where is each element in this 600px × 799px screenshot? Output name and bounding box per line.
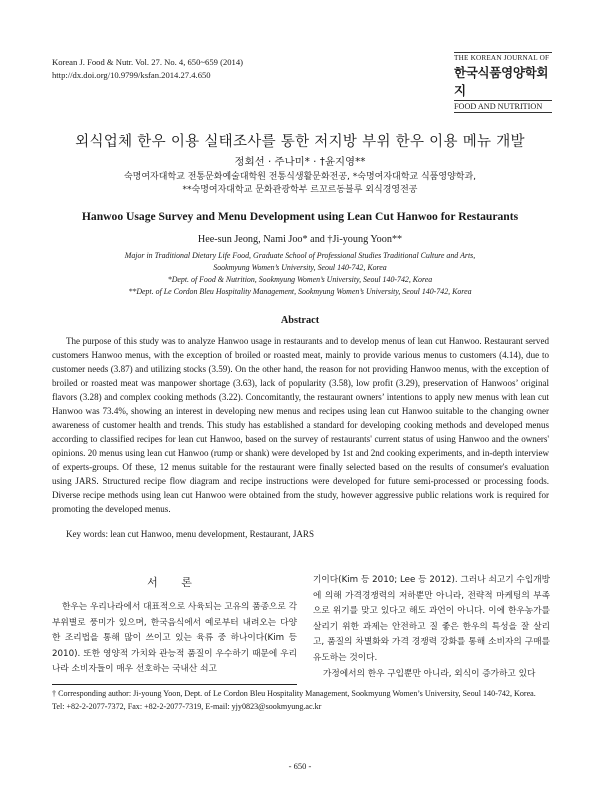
english-affiliation: Sookmyung Women’s University, Seoul 140-742, Korea bbox=[213, 263, 387, 272]
english-authors: Hee-sun Jeong, Nami Joo* and †Ji-young Yoon** bbox=[197, 234, 403, 245]
corresponding-author-footnote: † Corresponding author: Ji-young Yoon, Dept. of Le Cordon Bleu Hospitality Management, Sookmyung Women’s University, Seoul 140-742, Korea. Tel: +82-2-2077-7372, Fax: +82-2-2077-7319, E-mail: yjy0823@sookmyung.ac.kr bbox=[52, 689, 536, 711]
korean-authors: 정회선 · 주나미* · †윤지영** bbox=[234, 156, 366, 168]
intro-paragraph-right: 기이다(Kim 등 2010; Lee 등 2012). 그러나 쇠고기 수입개방에 의해 가격경쟁력의 저하뿐만 아니라, 전략적 마케팅의 부족으로 위기를 맞고 있다고 해도 과언이 아니다. 이에 한우농가를 살리기 위한 과제는 안전하고 질 좋은 한우의 특성을 잘 살리고, 품질의 차별화와 가격 경쟁력 강화를 통해 소비자의 구매를 유도하는 것이다. bbox=[313, 575, 550, 663]
korean-title: 외식업체 한우 이용 실태조사를 통한 저지방 부위 한우 이용 메뉴 개발 bbox=[75, 134, 525, 150]
journal-badge-line1: THE KOREAN JOURNAL OF bbox=[454, 52, 552, 62]
english-affiliation: *Dept. of Food & Nutrition, Sookmyung Women’s University, Seoul 140-742, Korea bbox=[167, 275, 433, 284]
english-affiliation: Major in Traditional Dietary Life Food, Graduate School of Professional Studies Traditional Culture and Arts, bbox=[124, 251, 476, 260]
journal-badge-line3: FOOD AND NUTRITION bbox=[454, 100, 552, 113]
korean-affiliation: **숙명여자대학교 문화관광학부 르꼬르동블루 외식경영전공 bbox=[182, 185, 418, 195]
doi-link[interactable]: http://dx.doi.org/10.9799/ksfan.2014.27.4.650 bbox=[52, 69, 211, 80]
english-affiliation: **Dept. of Le Cordon Bleu Hospitality Management, Sookmyung Women’s University, Seoul 140-742, Korea bbox=[128, 287, 472, 296]
journal-badge bbox=[454, 52, 552, 113]
intro-paragraph-right: 가정에서의 한우 구입뿐만 아니라, 외식이 증가하고 있다 bbox=[323, 669, 536, 679]
intro-paragraph-left: 한우는 우리나라에서 대표적으로 사육되는 고유의 품종으로 각 부위별로 풍미가 있으며, 한국음식에서 예로부터 내려오는 다양한 조리법을 통해 많이 쓰이고 있는 육류 중 하나이다(Kim 등 2010). 또한 영양적 가치와 관능적 품질이 우수하기 때문에 우리나라 소비자들이 매우 선호하는 국내산 쇠고 bbox=[52, 602, 297, 675]
citation-line: Korean J. Food & Nutr. Vol. 27. No. 4, 650~659 (2014) bbox=[52, 57, 244, 67]
keywords: Key words: lean cut Hanwoo, menu development, Restaurant, JARS bbox=[66, 529, 314, 539]
english-title: Hanwoo Usage Survey and Menu Development using Lean Cut Hanwoo for Restaurants bbox=[81, 210, 519, 223]
abstract-body: The purpose of this study was to analyze Hanwoo usage in restaurants and to develop menus of lean cut Hanwoo. Restaurant served customers Hanwoo menus, with the exception of broiled or roasted meat, mainly to provide various menus to customers (4.14), due to customer needs (3.87) and utilizing stocks (3.59). On the other hand, the reason for not providing Hanwoo menus, with the exception of broiled or roasted meat was manpower shortage (3.63), lack of popularity (3.58), low profit (3.29), preservation of Hanwoos’ original flavors (3.28) and complex cooking methods (3.22). Concomitantly, the restaurant owners’ intentions to apply new menus with lean cut Hanwoo was 73.4%, showing an interest in developing new menus and recipes using lean cut Hanwoo suitable to the changing owner awareness of customer health and trends. This study has established a standard for developing cooking methods and developed menus according to classified recipes for lean cut Hanwoo, based on the survey of restaurants' current status of using Hanwoo and the owners' opinions. 20 menus using lean cut Hanwoo (rump or shank) were developed by 1st and 2nd cooking experiments, and in-depth interview of experts-groups. Of these, 12 menus suitable for the restaurant were finally selected based on the results of consumer's evaluation using JARS. Structured recipe flow diagram and recipe instructions were developed for future semi-processed or processing foods. Diverse recipe methods using lean cut Hanwoo were obtained from the study, however aggressive public relations work is required for promoting the developed menus. bbox=[52, 336, 549, 514]
abstract-heading: Abstract bbox=[280, 315, 320, 326]
citation-header bbox=[52, 56, 243, 81]
journal-badge-korean-name: 한국식품영양학회지 bbox=[454, 65, 549, 98]
footnote-divider bbox=[52, 684, 297, 685]
korean-affiliation: 숙명여자대학교 전통문화예술대학원 전통식생활문화전공, *숙명여자대학교 식품영양학과, bbox=[123, 172, 477, 182]
section-heading-introduction: 서 론 bbox=[147, 576, 202, 589]
page-number: - 650 - bbox=[288, 761, 312, 771]
